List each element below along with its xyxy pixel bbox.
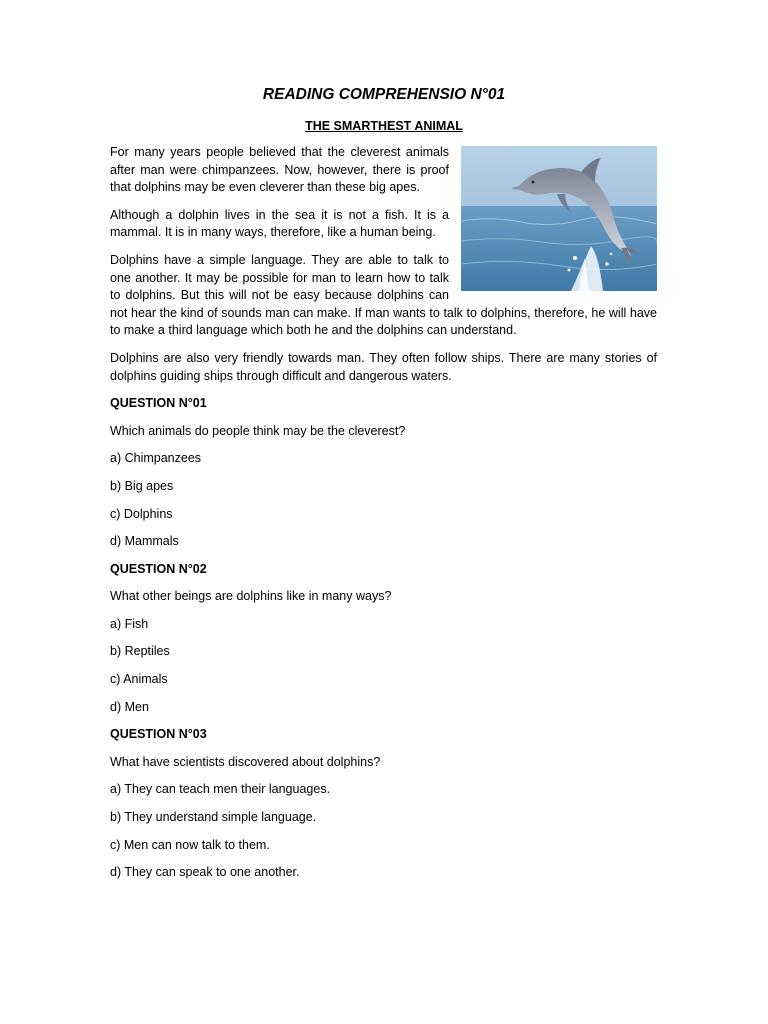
paragraph-2: Although a dolphin lives in the sea it is not a fish. It is a mammal. It is in many ways, therefore, like a human being. — [110, 207, 449, 240]
question-2-option-c: c) Animals — [110, 672, 168, 687]
question-1-option-a: a) Chimpanzees — [110, 451, 202, 466]
paragraph-3: Dolphins have a simple language. They are able to talk to one another. It may be possible for man to learn how to talk to dolphins. But this will not be easy because dolphins can not hear the kind of sounds man can make. If man wants to talk to dolphins, therefore, he will have to make a third language which both he and the dolphins can understand. — [110, 252, 657, 338]
question-1-option-c: c) Dolphins — [110, 506, 173, 521]
question-2-prompt: What other beings are dolphins like in many ways? — [110, 589, 392, 604]
question-3-option-b: b) They understand simple language. — [110, 810, 317, 825]
dolphin-photo — [461, 146, 657, 291]
question-3-option-a: a) They can teach men their languages. — [110, 782, 331, 797]
question-1-heading: QUESTION N°01 — [110, 396, 207, 411]
question-3-option-d: d) They can speak to one another. — [110, 865, 300, 880]
question-1-option-d: d) Mammals — [110, 534, 179, 549]
document-body — [110, 144, 657, 892]
question-1-option-b: b) Big apes — [110, 478, 174, 493]
question-2-option-a: a) Fish — [110, 616, 149, 631]
paragraph-1: For many years people believed that the cleverest animals after man were chimpanzees. Now, however, there is proof that dolphins may be even cleverer than these big apes. — [110, 145, 449, 195]
paragraph-4: Dolphins are also very friendly towards man. They often follow ships. There are many stories of dolphins guiding ships through difficult and dangerous waters. — [110, 350, 657, 383]
story-title: THE SMARTHEST ANIMAL — [305, 119, 463, 133]
question-3-prompt: What have scientists discovered about dolphins? — [110, 754, 381, 769]
question-2-option-d: d) Men — [110, 699, 149, 714]
document-title: READING COMPREHENSIO N°01 — [262, 86, 506, 103]
question-2-option-b: b) Reptiles — [110, 644, 170, 659]
question-3-heading: QUESTION N°03 — [110, 727, 207, 742]
question-3-option-c: c) Men can now talk to them. — [110, 837, 270, 852]
question-1-prompt: Which animals do people think may be the cleverest? — [110, 423, 406, 438]
dolphin-image-graphic — [461, 146, 657, 291]
question-2-heading: QUESTION N°02 — [110, 561, 207, 576]
